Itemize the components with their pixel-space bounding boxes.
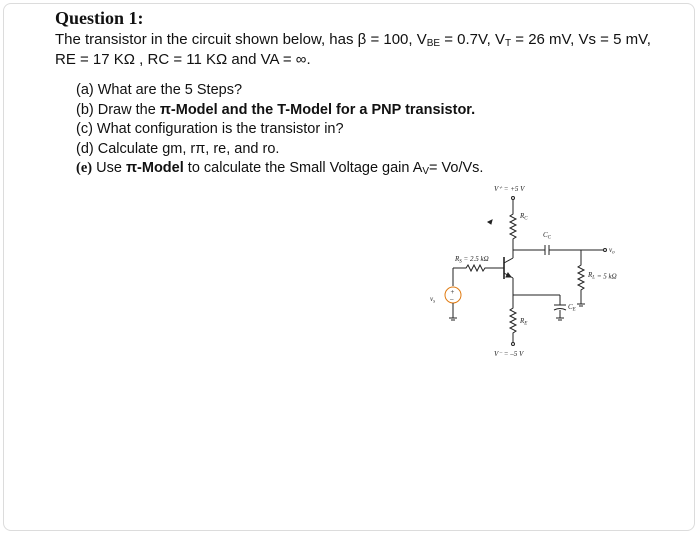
vo-label: $v_o$ xyxy=(609,246,615,256)
cc-label: $C_C$ xyxy=(543,231,552,241)
rc-label: $R_C$ xyxy=(520,212,528,222)
vplus-node xyxy=(512,197,515,200)
emitter-arrow-icon xyxy=(506,273,511,277)
vminus-label: V⁻ = –5 V xyxy=(494,350,524,358)
item-e: (e) Use π-Model to calculate the Small Voltage gain $A_V= Vo/Vs$. xyxy=(76,160,484,177)
item-c: (c) What configuration is the transistor in? xyxy=(76,121,344,137)
rc-resistor xyxy=(510,210,516,243)
item-d: (d) Calculate gm, rπ, re, and ro. xyxy=(76,140,280,157)
rs-label: $R_S = 2.5$ kΩ xyxy=(455,255,489,265)
rl-label: $R_L = 5$ kΩ xyxy=(588,271,617,281)
ce-plate-2 xyxy=(554,309,566,311)
vplus-label: V⁺ = +5 V xyxy=(494,185,525,193)
vo-node xyxy=(604,249,607,252)
pnp-arrow-icon xyxy=(488,220,492,224)
vminus-node xyxy=(512,343,515,346)
question-title: Question 1: xyxy=(55,8,144,28)
re-resistor xyxy=(510,300,516,342)
vs-minus: – xyxy=(450,295,454,303)
item-b: (b) Draw the π-Model and the T-Model for a PNP transistor. xyxy=(76,101,476,118)
re-label: $R_E$ xyxy=(520,317,528,327)
rs-resistor xyxy=(453,265,504,271)
vs-label: $v_s$ xyxy=(430,295,436,305)
question-line-1: The transistor in the circuit shown below, has β = 100, $V_{BE} = 0.7V$, $V_T = 26$ mV, Vs = 5 mV, xyxy=(55,31,651,49)
rl-resistor xyxy=(578,262,584,304)
item-a: (a) What are the 5 Steps? xyxy=(76,82,243,98)
vs-plus: + xyxy=(450,288,455,296)
transistor-collector xyxy=(504,258,513,263)
ce-label: $C_E$ xyxy=(568,303,576,313)
question-line-2: RE = 17 KΩ , RC = 11 KΩ and VA = ∞. xyxy=(55,51,311,68)
